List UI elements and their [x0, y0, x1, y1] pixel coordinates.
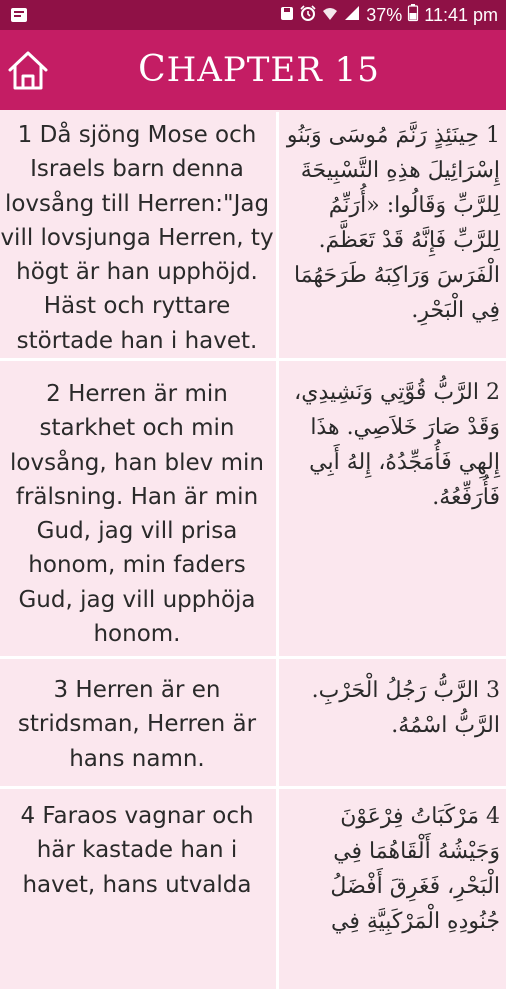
verse-row [0, 659, 506, 789]
verse-row [0, 361, 506, 659]
signal-icon [344, 5, 360, 26]
verse-swedish-text: 2 Herren är min starkhet och min lovsång, han blev min frälsning. Han är min Gud, jag vill prisa honom, min faders Gud, jag vill upphöja honom. [10, 381, 264, 648]
verse-arabic-text: 1 حِينَئِذٍ رَنَّمَ مُوسَى وَبَنُو إِسْرَائِيلَ هذِهِ التَّسْبِيحَةَ لِلرَّبِّ وَقَالُوا: «أُرَنِّمُ لِلرَّبِّ فَإِنَّهُ قَدْ تَعَظَّمَ. الْفَرَسَ وَرَاكِبَهُ طَرَحَهُمَا فِي الْبَحْرِ. [286, 123, 500, 323]
verse-swedish-text: 3 Herren är en stridsman, Herren är hans namn. [17, 677, 257, 772]
page-title-rest: HAPTER 15 [166, 50, 380, 90]
verse-arabic-text: 4 مَرْكَبَاتُ فِرْعَوْنَ وَجَيْشُهُ أَلْقَاهُمَا فِي الْبَحْرِ، فَغَرِقَ أَفْضَلُ جُنُودِهِ الْمَرْكَبِيَّةِ فِي [330, 804, 500, 934]
column-divider [276, 659, 279, 786]
verse-row [0, 112, 506, 361]
verse-row [0, 789, 506, 989]
app-notification-icon [10, 7, 28, 28]
verse-swedish-text: 1 Då sjöng Mose och Israels barn denna lovsång till Herren:"Jag vill lovsjunga Herren, ty högt är han upphöjd. Häst och ryttare störtade han i havet. [0, 122, 274, 354]
app-bar [0, 30, 506, 110]
alarm-icon [300, 5, 316, 26]
battery-icon [408, 4, 418, 26]
verse-arabic-text: 3 الرَّبُّ رَجُلُ الْحَرْبِ. الرَّبُّ اسْمُهُ. [311, 678, 500, 738]
column-divider [276, 112, 279, 358]
column-divider [276, 361, 279, 656]
save-icon [280, 5, 294, 26]
status-bar [0, 0, 506, 30]
verse-arabic-text: 2 الرَّبُّ قُوَّتِي وَنَشِيدِي، وَقَدْ صَارَ خَلاَصِي. هذَا إِلهِي فَأُمَجِّدُهُ، إِلهُ أَبِي فَأُرَفِّعُهُ. [294, 380, 500, 510]
page-title-initial: C [138, 49, 167, 90]
clock-time: 11:41 pm [424, 4, 498, 25]
page-title [0, 30, 506, 110]
verse-swedish-text: 4 Faraos vagnar och här kastade han i havet, hans utvalda [20, 803, 254, 898]
column-divider [276, 789, 279, 989]
battery-percent: 37% [366, 4, 403, 25]
verse-list[interactable] [0, 112, 506, 934]
wifi-icon [322, 5, 338, 26]
